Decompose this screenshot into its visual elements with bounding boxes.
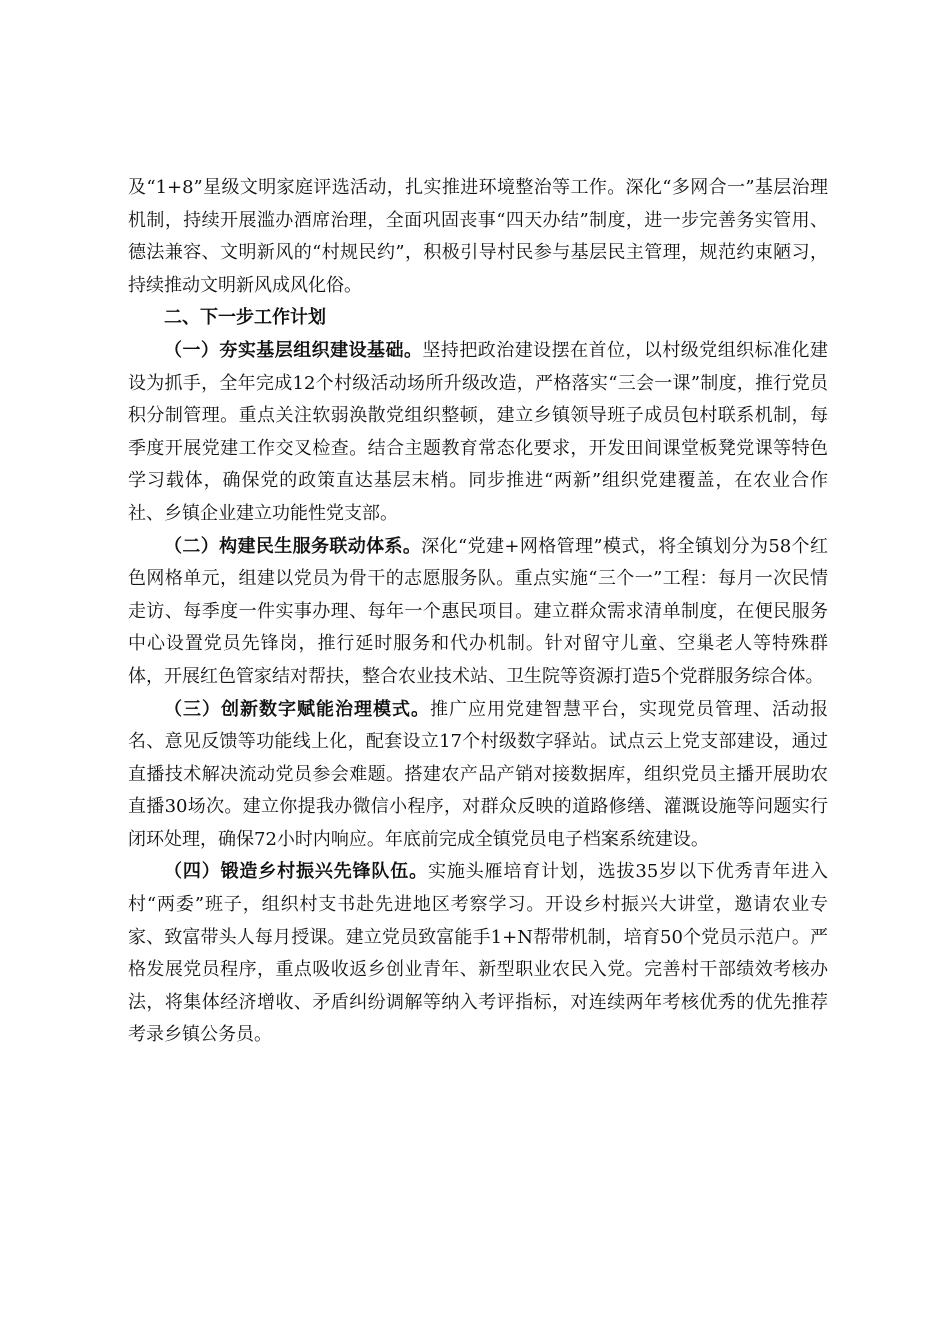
section-heading-text: 二、下一步工作计划 [164, 307, 326, 329]
paragraph-lead: （四）锻造乡村振兴先锋队伍。 [164, 861, 428, 883]
paragraph-continuation [128, 172, 828, 302]
document-body [128, 172, 828, 1052]
paragraph-item-4 [128, 856, 828, 1052]
paragraph-text: 深化“党建+网格管理”模式，将全镇划分为58个红色网格单元，组建以党员为骨干的志愿服务队。重点实施“三个一”工程：每月一次民情走访、每季度一件实事办理、每年一个惠民项目。建立群众需求清单制度，在便民服务中心设置党员先锋岗，推行延时服务和代办机制。针对留守儿童、空巢老人等特殊群体，开展红色管家结对帮扶，整合农业技术站、卫生院等资源打造5个党群服务综合体。 [128, 535, 829, 687]
paragraph-lead: （二）构建民生服务联动体系。 [164, 535, 422, 557]
paragraph-item-2 [128, 531, 828, 694]
paragraph-lead: （三）创新数字赋能治理模式。 [164, 698, 430, 720]
paragraph-text: 实施头雁培育计划，选拔35岁以下优秀青年进入村“两委”班子，组织村支书赴先进地区考察学习。开设乡村振兴大讲堂，邀请农业专家、致富带头人每月授课。建立党员致富能手1+N帮带机制，培育50个党员示范户。严格发展党员程序，重点吸收返乡创业青年、新型职业农民入党。完善村干部绩效考核办法，将集体经济增收、矛盾纠纷调解等纳入考评指标，对连续两年考核优秀的优先推荐考录乡镇公务员。 [128, 861, 829, 1046]
paragraph-text: 及“1+8”星级文明家庭评选活动，扎实推进环境整治等工作。深化“多网合一”基层治理机制，持续开展滥办酒席治理，全面巩固丧事“四天办结”制度，进一步完善务实管用、德法兼容、文明新风的“村规民约”，积极引导村民参与基层民主管理，规范约束陋习，持续推动文明新风成风化俗。 [128, 177, 828, 296]
section-heading [128, 302, 828, 335]
paragraph-lead: （一）夯实基层组织建设基础。 [164, 339, 423, 361]
paragraph-item-1 [128, 335, 828, 531]
paragraph-item-3 [128, 694, 828, 857]
paragraph-text: 坚持把政治建设摆在首位，以村级党组织标准化建设为抓手，全年完成12个村级活动场所升级改造，严格落实“三会一课”制度，推行党员积分制管理。重点关注软弱涣散党组织整顿，建立乡镇领导班子成员包村联系机制，每季度开展党建工作交叉检查。结合主题教育常态化要求，开发田间课堂板凳党课等特色学习载体，确保党的政策直达基层末梢。同步推进“两新”组织党建覆盖，在农业合作社、乡镇企业建立功能性党支部。 [128, 339, 829, 524]
paragraph-text: 推广应用党建智慧平台，实现党员管理、活动报名、意见反馈等功能线上化，配套设立17个村级数字驿站。试点云上党支部建设，通过直播技术解决流动党员参会难题。搭建农产品产销对接数据库，组织党员主播开展助农直播30场次。建立你提我办微信小程序，对群众反映的道路修缮、灌溉设施等问题实行闭环处理，确保72小时内响应。年底前完成全镇党员电子档案系统建设。 [128, 698, 828, 850]
